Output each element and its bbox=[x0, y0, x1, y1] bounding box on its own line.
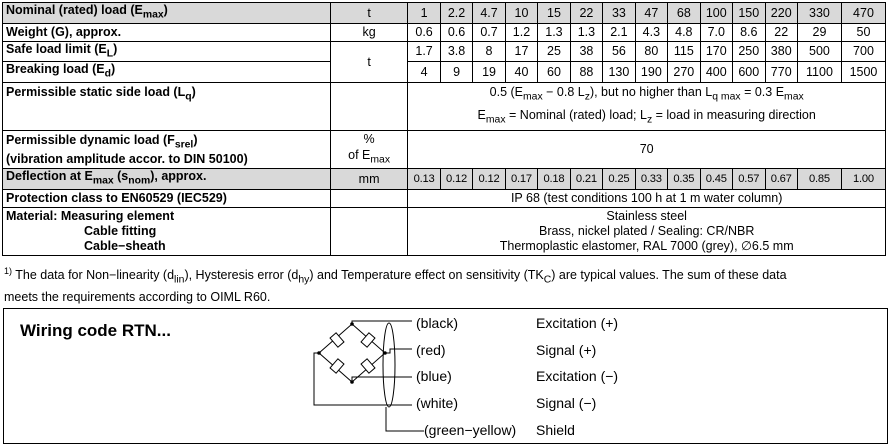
safe-load-value: 17 bbox=[505, 41, 537, 62]
safe-load-value: 8 bbox=[473, 41, 505, 62]
breaking-load-value: 4 bbox=[408, 62, 440, 83]
nominal-load-value: 47 bbox=[635, 3, 667, 24]
side-load-value bbox=[408, 82, 886, 130]
deflection-value: 0.33 bbox=[635, 169, 667, 190]
deflection-value: 0.21 bbox=[570, 169, 602, 190]
resistor-icon bbox=[361, 333, 375, 347]
breaking-load-value: 19 bbox=[473, 62, 505, 83]
weight-value: 1.3 bbox=[570, 23, 602, 41]
breaking-load-value: 60 bbox=[538, 62, 570, 83]
breaking-load-value: 190 bbox=[635, 62, 667, 83]
safe-load-value: 3.8 bbox=[440, 41, 472, 62]
breaking-load-label: Breaking load $(E_d)$ bbox=[3, 62, 331, 83]
weight-value: 1.3 bbox=[538, 23, 570, 41]
side-load-unit bbox=[330, 82, 408, 130]
safe-load-value: 115 bbox=[668, 41, 700, 62]
weight-value: 29 bbox=[797, 23, 841, 41]
wire-black-line bbox=[352, 321, 412, 324]
deflection-value: 0.57 bbox=[733, 169, 765, 190]
wire-signal-label: Signal (−) bbox=[536, 395, 597, 411]
weight-value: 4.3 bbox=[635, 23, 667, 41]
safe-load-value: 38 bbox=[570, 41, 602, 62]
safe-load-value: 380 bbox=[765, 41, 797, 62]
weight-label: Weight (G), approx. bbox=[3, 23, 331, 41]
safe-load-label: Safe load limit $(E_L)$ bbox=[3, 41, 331, 62]
nominal-load-value: 100 bbox=[700, 3, 732, 24]
dynamic-load-value: 70 bbox=[408, 130, 886, 169]
protection-label: Protection class to EN60529 (IEC529) bbox=[3, 189, 331, 207]
material-label: Material: Measuring element Cable fitting Cable−sheath bbox=[3, 207, 331, 255]
resistor-icon bbox=[330, 359, 344, 373]
wire-white-line bbox=[314, 353, 412, 405]
nominal-load-value: 68 bbox=[668, 3, 700, 24]
deflection-value: 0.45 bbox=[700, 169, 732, 190]
breaking-load-value: 400 bbox=[700, 62, 732, 83]
weight-value: 1.2 bbox=[505, 23, 537, 41]
breaking-load-value: 1500 bbox=[841, 62, 885, 83]
wire-red-line bbox=[385, 349, 412, 353]
resistor-icon bbox=[330, 333, 344, 347]
cable-shield-ellipse bbox=[383, 323, 395, 407]
safe-load-value: 80 bbox=[635, 41, 667, 62]
breaking-load-value: 770 bbox=[765, 62, 797, 83]
wire-color-label: (black) bbox=[416, 315, 459, 331]
wire-signal-label: Signal (+) bbox=[536, 342, 597, 358]
wire-color-label: (blue) bbox=[416, 368, 452, 384]
weight-value: 0.6 bbox=[440, 23, 472, 41]
material-unit bbox=[330, 207, 408, 255]
weight-value: 0.7 bbox=[473, 23, 505, 41]
deflection-value: 0.18 bbox=[538, 169, 570, 190]
protection-unit bbox=[330, 189, 408, 207]
wire-color-label: (white) bbox=[416, 395, 459, 411]
weight-value: 50 bbox=[841, 23, 885, 41]
breaking-load-value: 88 bbox=[570, 62, 602, 83]
safe-load-value: 500 bbox=[797, 41, 841, 62]
deflection-row bbox=[3, 169, 886, 190]
safe-load-value: 25 bbox=[538, 41, 570, 62]
wire-color-label: (red) bbox=[416, 342, 446, 358]
safe-load-value: 1.7 bbox=[408, 41, 440, 62]
nominal-load-value: 150 bbox=[733, 3, 765, 24]
deflection-value: 0.67 bbox=[765, 169, 797, 190]
safe-load-value: 170 bbox=[700, 41, 732, 62]
breaking-load-value: 1100 bbox=[797, 62, 841, 83]
deflection-label: Deflection at $E_{max}$ $(s_{nom})$, approx. bbox=[3, 169, 331, 190]
breaking-load-value: 40 bbox=[505, 62, 537, 83]
nominal-load-value: 2.2 bbox=[440, 3, 472, 24]
nominal-load-value: 470 bbox=[841, 3, 885, 24]
breaking-load-value: 600 bbox=[733, 62, 765, 83]
weight-value: 2.1 bbox=[603, 23, 635, 41]
deflection-value: 0.85 bbox=[797, 169, 841, 190]
weight-value: 8.6 bbox=[733, 23, 765, 41]
nominal-load-value: 15 bbox=[538, 3, 570, 24]
breaking-load-value: 130 bbox=[603, 62, 635, 83]
dynamic-load-label: Permissible dynamic load $(F_{srel})$ (vibration amplitude accor. to DIN 50100) bbox=[3, 130, 331, 169]
safe-load-value: 56 bbox=[603, 41, 635, 62]
side-load-formula: 0.5 ($E_{max} - 0.8$ $L_z$), but no higher than $L_{q max} = 0.3$ $E_{max}$ bbox=[489, 84, 804, 102]
weight-value: 4.8 bbox=[668, 23, 700, 41]
material-value: Stainless steel Brass, nickel plated / Sealing: CR/NBR Thermoplastic elastomer, RAL 7000 (grey), ∅6.5 mm bbox=[408, 207, 886, 255]
specification-table bbox=[2, 2, 886, 256]
breaking-load-value: 270 bbox=[668, 62, 700, 83]
weight-value: 0.6 bbox=[408, 23, 440, 41]
load-limit-unit: t bbox=[330, 41, 408, 82]
dynamic-load-row bbox=[3, 130, 886, 169]
weight-unit: kg bbox=[330, 23, 408, 41]
deflection-unit: mm bbox=[330, 169, 408, 190]
deflection-value: 0.13 bbox=[408, 169, 440, 190]
nominal-load-value: 22 bbox=[570, 3, 602, 24]
nominal-load-value: 10 bbox=[505, 3, 537, 24]
side-load-definition: $E_{max}$ = Nominal (rated) load; $L_z$ = load in measuring direction bbox=[477, 108, 816, 126]
weight-value: 7.0 bbox=[700, 23, 732, 41]
deflection-value: 0.17 bbox=[505, 169, 537, 190]
bridge-diamond bbox=[319, 324, 385, 382]
nominal-load-value: 33 bbox=[603, 3, 635, 24]
safe-load-value: 700 bbox=[841, 41, 885, 62]
protection-value: IP 68 (test conditions 100 h at 1 m water column) bbox=[408, 189, 886, 207]
footnote: $^{1)}$ The data for Non−linearity $(d_{lin})$, Hysteresis error $(d_{hy})$ and Temperature effect on sensitivity $(TK_C)$ are typical values. The sum of these data meets the requirements according to OIML R60. bbox=[4, 266, 787, 304]
nominal-load-value: 220 bbox=[765, 3, 797, 24]
deflection-value: 0.35 bbox=[668, 169, 700, 190]
breaking-load-row bbox=[3, 62, 886, 83]
wire-signal-label: Shield bbox=[536, 422, 575, 438]
side-load-row bbox=[3, 82, 886, 130]
dynamic-load-unit: % of $E_{max}$ bbox=[330, 130, 408, 169]
nominal-load-value: 4.7 bbox=[473, 3, 505, 24]
protection-row bbox=[3, 189, 886, 207]
side-load-label: Permissible static side load $(L_q)$ bbox=[3, 82, 331, 130]
nominal-load-unit: t bbox=[330, 3, 408, 24]
wiring-code-box bbox=[3, 308, 888, 444]
nominal-load-value: 1 bbox=[408, 3, 440, 24]
weight-value: 22 bbox=[765, 23, 797, 41]
wire-color-label: (green−yellow) bbox=[424, 422, 517, 438]
deflection-value: 1.00 bbox=[841, 169, 885, 190]
safe-load-row bbox=[3, 41, 886, 62]
wire-signal-label: Excitation (−) bbox=[536, 368, 619, 384]
nominal-load-value: 330 bbox=[797, 3, 841, 24]
deflection-value: 0.25 bbox=[603, 169, 635, 190]
nominal-load-label: Nominal (rated) load $(E_{max})$ bbox=[3, 3, 331, 24]
deflection-value: 0.12 bbox=[473, 169, 505, 190]
resistor-icon bbox=[361, 359, 375, 373]
nominal-load-row bbox=[3, 3, 886, 24]
wire-signal-label: Excitation (+) bbox=[536, 315, 619, 331]
weight-row bbox=[3, 23, 886, 41]
wire-blue-line bbox=[352, 377, 412, 382]
breaking-load-value: 9 bbox=[440, 62, 472, 83]
material-row bbox=[3, 207, 886, 255]
wiring-title: Wiring code RTN... bbox=[20, 321, 171, 340]
safe-load-value: 250 bbox=[733, 41, 765, 62]
deflection-value: 0.12 bbox=[440, 169, 472, 190]
